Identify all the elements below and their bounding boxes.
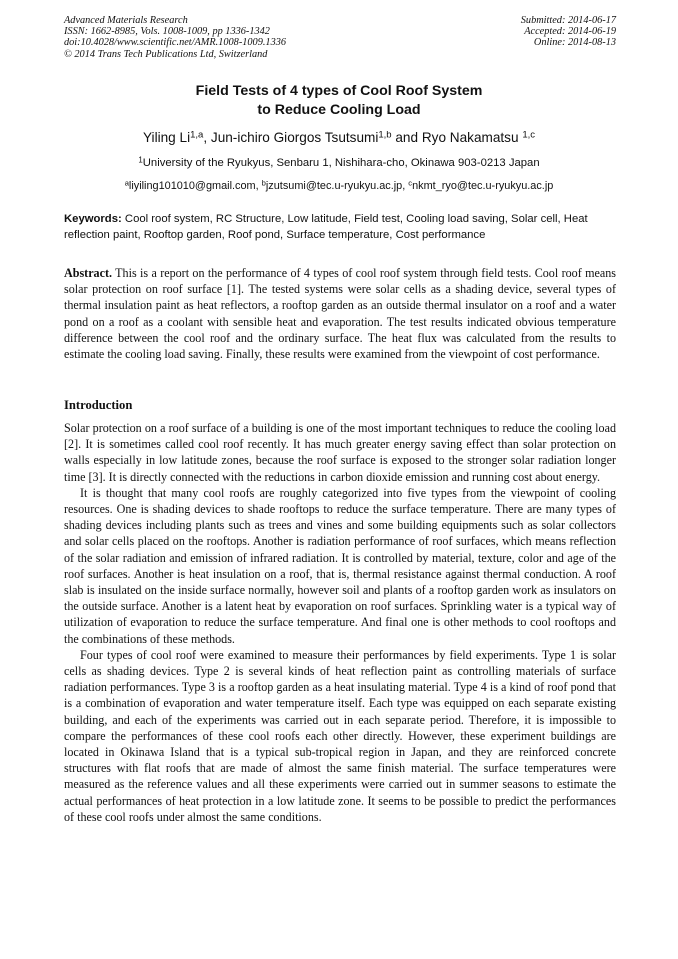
author-3: Ryo Nakamatsu (421, 130, 523, 145)
paper-title (64, 82, 614, 120)
author-2: Jun-ichiro Giorgos Tsutsumi (210, 130, 379, 145)
author-1-affiliation: 1,a (190, 129, 204, 141)
paragraph: Solar protection on a roof surface of a building is one of the most important techniques to reduce the cooling load [2]. It is sometimes called cool roof recently. It has much greater energy saving effect than solar protection on walls especially in low latitude zones, because the roof surface is exposed to the stronger solar radiation longer time [3]. It is directly connected with the reductions in carbon dioxide emission and running cost about energy. (64, 421, 616, 484)
affiliation-text: University of the Ryukyus, Senbaru 1, Nishihara-cho, Okinawa 903-0213 Japan (142, 157, 540, 169)
author-3-affiliation: 1,c (522, 129, 536, 141)
paper-title-line-1: Field Tests of 4 types of Cool Roof System (195, 83, 483, 99)
email-a-marker: a (124, 178, 129, 188)
date-accepted: Accepted: 2014-06-19 (524, 26, 616, 38)
email-c: nkmt_ryo@tec.u-ryukyu.ac.jp (412, 180, 554, 192)
affiliation-marker: 1 (138, 155, 143, 165)
abstract-label: Abstract. (64, 266, 113, 280)
author-separator: , (203, 130, 211, 145)
journal-doi: doi:10.4028/www.scientific.net/AMR.1008-1009.1336 (64, 37, 287, 49)
paper-title-line-2: to Reduce Cooling Load (257, 102, 421, 118)
paragraph: Four types of cool roof were examined to measure their performances by field experiments. Type 1 is solar cells as shading devices. Type 2 is several kinds of heat reflection paint as controlling materials of surface radiation performances. Type 3 is a rooftop garden as a heat insulating material. Type 4 is a kind of roof pond that is a combination of evaporation and water temperature itself. Each type was equipped on each separate existing building, and each of the experiments was carried out in each separate period. Therefore, it is impossible to compare the performances of these cool roofs each other directly. However, these experiment buildings are located in Okinawa Island that is a typical sub-tropical region in Japan, and they are reinforced concrete structures with flat roofs that are made of almost the same finish material. The surface temperatures were measured as the reference values and all these experiments were carried out in summer seasons to estimate the actual performances of heat protection in a low latitude zone. It seems to be possible to predict the performances of these cool roofs under almost the same conditions. (64, 647, 616, 824)
journal-name: Advanced Materials Research (64, 15, 188, 26)
journal-info (64, 15, 286, 60)
keywords-label: Keywords: (64, 213, 122, 225)
date-online: Online: 2014-08-13 (533, 37, 616, 49)
author-1: Yiling Li (142, 130, 191, 145)
author-2-affiliation: 1,b (378, 129, 392, 141)
email-a: liyiling101010@gmail.com, (128, 180, 262, 192)
keywords-text: Cool roof system, RC Structure, Low latitude, Field test, Cooling load saving, Solar cell, Heat reflection paint, Rooftop garden, Roof pond, Surface temperature, Cost performance (64, 213, 588, 241)
affiliation (64, 155, 614, 171)
email-b-marker: b (261, 178, 266, 188)
publication-dates (521, 15, 616, 49)
keywords (64, 212, 616, 243)
journal-copyright: © 2014 Trans Tech Publications Ltd, Switzerland (64, 48, 268, 60)
date-submitted: Submitted: 2014-06-17 (520, 15, 616, 26)
author-separator: and (391, 130, 422, 145)
author-list (64, 129, 614, 147)
email-c-marker: c (408, 178, 413, 188)
journal-issn: ISSN: 1662-8985, Vols. 1008-1009, pp 1336-1342 (64, 26, 270, 38)
abstract (64, 265, 616, 362)
author-emails (64, 178, 614, 194)
paragraph: It is thought that many cool roofs are roughly categorized into five types from the viewpoint of cooling resources. One is shading devices to shade rooftops to reduce the surface temperature. There are many types of shading devices including plants such as trees and vines and some building equipments such as solar collectors and solar cells placed on the rooftops. Another is radiation performance of roof surfaces, which means reflection of the solar radiation and emission of infrared radiation. It is controlled by material, texture, color and age of the roof surfaces. Another is heat insulation on a roof, that is, thermal resistance against thermal conduction. A roof slab is insulated on the inside surface normally, however soil and plants of a rooftop garden work as insulators on the outside surface. Another is a latent heat by evaporation on roof surfaces. Sprinkling water is a typical way of utilization of evaporation to reduce the surface temperature. And final one is other methods to cool rooftops and the combinations of these methods. (64, 485, 616, 646)
abstract-text: This is a report on the performance of 4 types of cool roof system through field tests. Cool roof means solar protection on roof surface [1]. The tested systems were solar cells as a shading device, several types of thermal insulation paint as heat reflectors, a rooftop garden as an outside thermal insulator on a roof and a water pond on a roof as a coolant with sensible heat and evaporation. The test results indicated obvious temperature difference between the cool roof and the ordinary surface. The heat flux was calculated from the results to estimate the cooling load saving. Finally, these results were examined from the viewpoint of cost performance. (64, 266, 616, 362)
introduction-body (64, 420, 616, 825)
email-b: jzutsumi@tec.u-ryukyu.ac.jp, (265, 180, 409, 192)
section-heading-introduction: Introduction (64, 398, 133, 412)
